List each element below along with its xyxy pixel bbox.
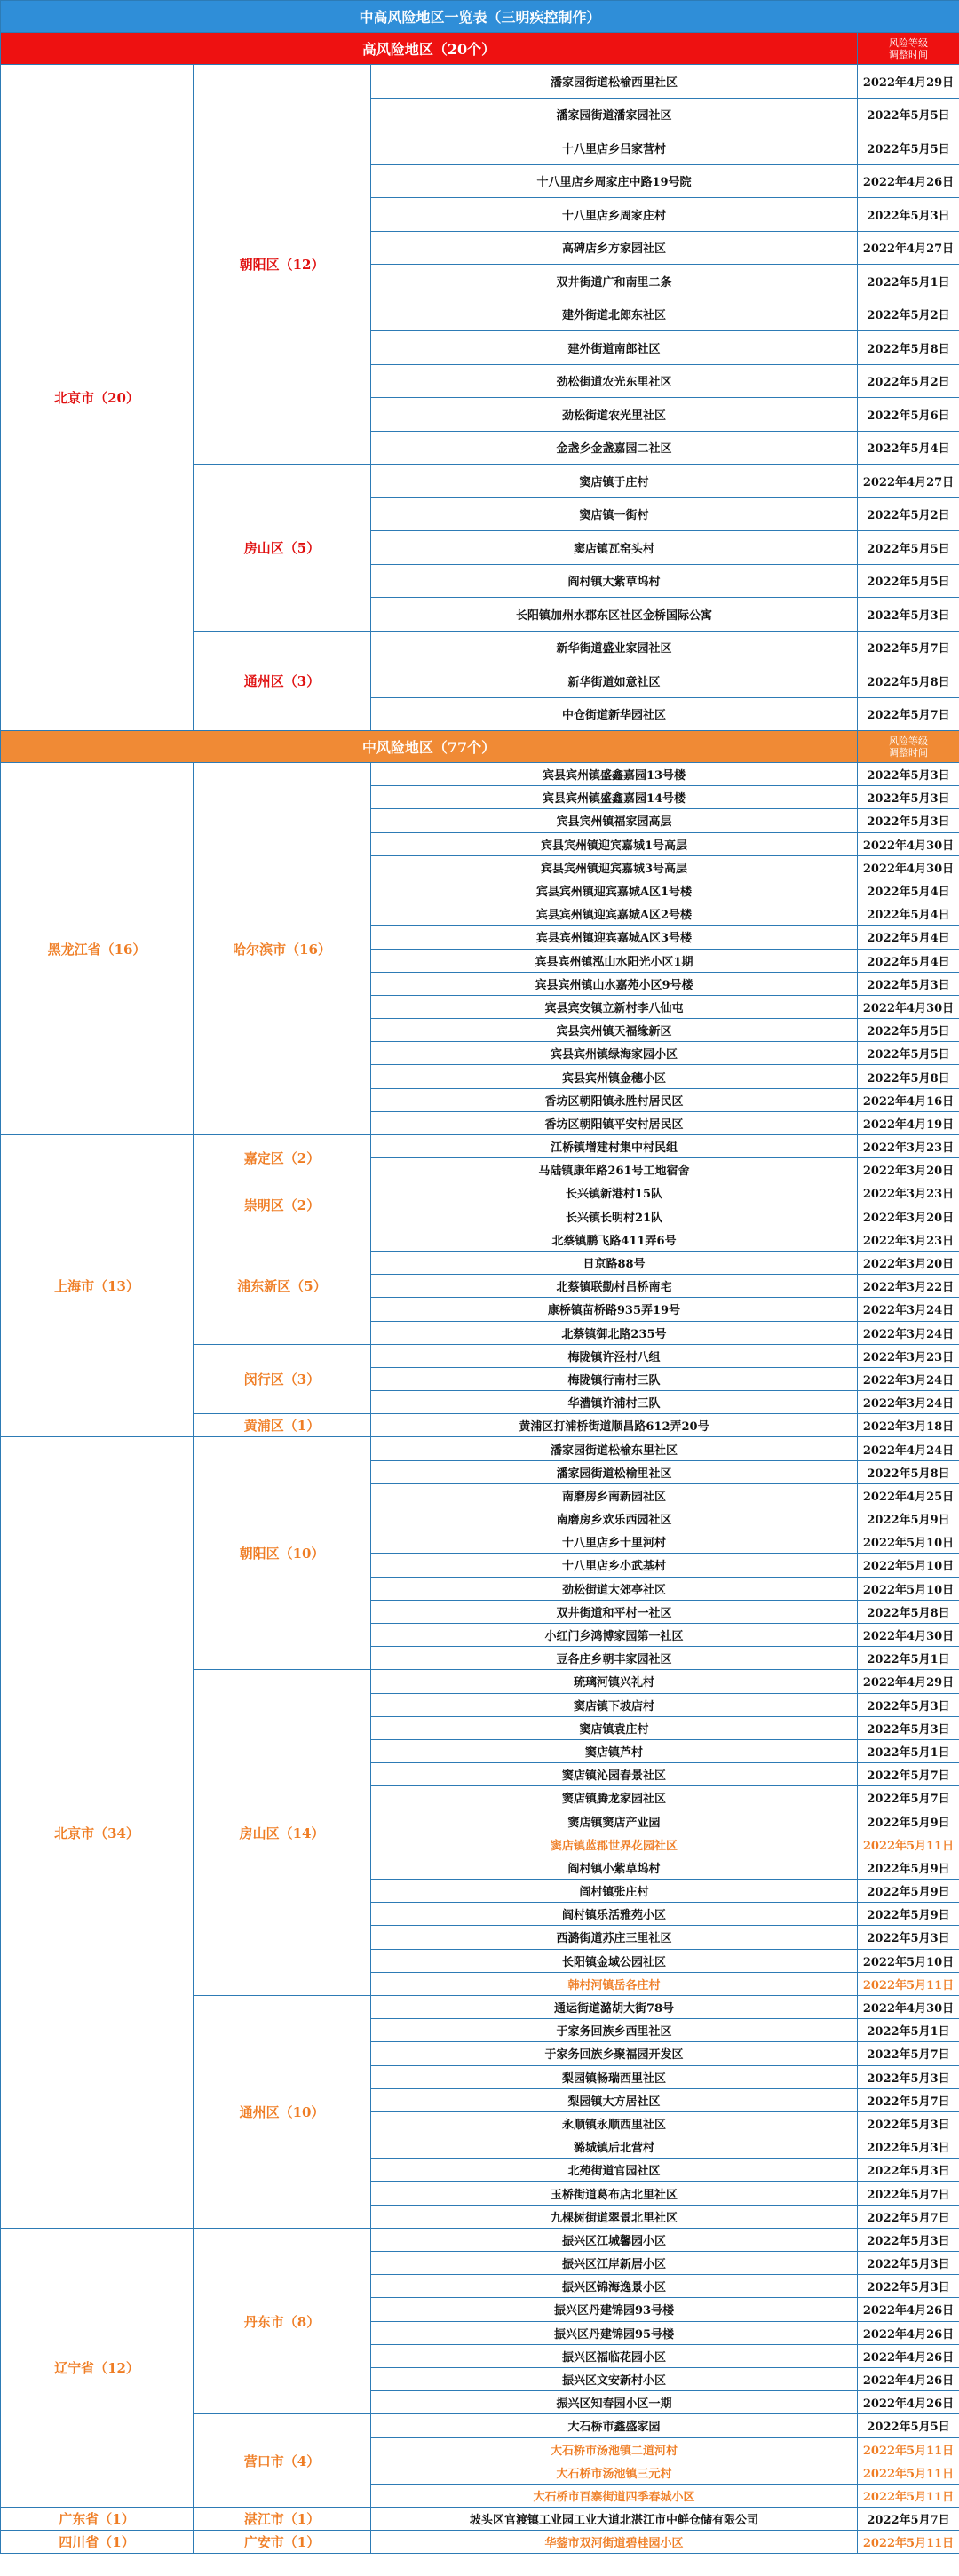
area-cell: 窦店镇芦村 <box>371 1739 858 1762</box>
date-cell: 2022年5月3日 <box>858 2111 959 2135</box>
date-cell: 2022年4月30日 <box>858 1623 959 1646</box>
date-cell: 2022年5月1日 <box>858 1739 959 1762</box>
date-cell: 2022年4月16日 <box>858 1088 959 1111</box>
area-cell: 大石桥市汤池镇二道河村 <box>371 2437 858 2461</box>
area-cell: 阎村镇乐活雅苑小区 <box>371 1903 858 1926</box>
area-cell: 南磨房乡欢乐西园社区 <box>371 1507 858 1530</box>
area-cell: 长兴镇新港村15队 <box>371 1181 858 1205</box>
note-line-2: 调整时间 <box>889 746 928 759</box>
date-cell: 2022年5月5日 <box>858 1042 959 1065</box>
date-cell: 2022年5月8日 <box>858 1065 959 1088</box>
area-cell: 马陆镇康年路261号工地宿舍 <box>371 1158 858 1181</box>
date-cell: 2022年5月3日 <box>858 598 959 632</box>
area-cell: 十八里店乡小武基村 <box>371 1554 858 1577</box>
high-risk-header: 高风险地区（20个） <box>1 33 858 65</box>
date-cell: 2022年5月10日 <box>858 1554 959 1577</box>
area-cell: 窦店镇袁庄村 <box>371 1716 858 1739</box>
area-cell: 长阳镇加州水郡东区社区金桥国际公寓 <box>371 598 858 632</box>
note-line-1: 风险等级 <box>889 735 928 747</box>
date-cell: 2022年3月23日 <box>858 1344 959 1367</box>
date-cell: 2022年5月3日 <box>858 2228 959 2251</box>
area-cell: 双井街道广和南里二条 <box>371 265 858 298</box>
area-cell: 窦店镇窦店产业园 <box>371 1809 858 1833</box>
area-cell: 宾县宾安镇立新村李八仙屯 <box>371 995 858 1018</box>
date-cell: 2022年5月8日 <box>858 1460 959 1483</box>
area-cell: 宾县宾州镇山水嘉苑小区9号楼 <box>371 972 858 995</box>
date-cell: 2022年5月2日 <box>858 298 959 331</box>
area-cell: 阎村镇小紫草坞村 <box>371 1856 858 1879</box>
district-cell: 通州区（10） <box>194 1995 371 2228</box>
date-cell: 2022年5月3日 <box>858 2065 959 2088</box>
area-cell: 宾县宾州镇迎宾嘉城3号高层 <box>371 855 858 879</box>
date-cell: 2022年5月3日 <box>858 198 959 232</box>
area-cell: 十八里店乡十里河村 <box>371 1530 858 1554</box>
date-cell: 2022年5月11日 <box>858 2531 959 2554</box>
table-body <box>1 1 959 2554</box>
area-cell: 长兴镇长明村21队 <box>371 1205 858 1228</box>
area-cell: 阎村镇张庄村 <box>371 1880 858 1903</box>
area-cell: 梅陇镇行南村三队 <box>371 1367 858 1390</box>
area-cell: 窦店镇下坡店村 <box>371 1693 858 1716</box>
district-cell: 湛江市（1） <box>194 2508 371 2531</box>
date-cell: 2022年3月24日 <box>858 1391 959 1414</box>
area-cell: 宾县宾州镇盛鑫嘉园13号楼 <box>371 763 858 786</box>
date-cell: 2022年5月3日 <box>858 763 959 786</box>
table-title: 中高风险地区一览表（三明疾控制作） <box>1 1 959 33</box>
date-cell: 2022年4月25日 <box>858 1483 959 1507</box>
area-cell: 琉璃河镇兴礼村 <box>371 1670 858 1693</box>
province-cell: 黑龙江省（16） <box>1 763 194 1135</box>
date-cell: 2022年5月9日 <box>858 1856 959 1879</box>
area-cell: 小红门乡鸿博家园第一社区 <box>371 1623 858 1646</box>
date-cell: 2022年4月26日 <box>858 2344 959 2367</box>
area-cell: 华漕镇许浦村三队 <box>371 1391 858 1414</box>
date-cell: 2022年5月9日 <box>858 1903 959 1926</box>
date-cell: 2022年5月10日 <box>858 1949 959 1972</box>
date-cell: 2022年5月4日 <box>858 902 959 926</box>
date-cell: 2022年4月30日 <box>858 832 959 855</box>
area-cell: 南磨房乡南新园社区 <box>371 1483 858 1507</box>
province-cell: 辽宁省（12） <box>1 2228 194 2507</box>
date-cell: 2022年4月26日 <box>858 164 959 198</box>
date-cell: 2022年4月27日 <box>858 231 959 265</box>
province-cell: 北京市（20） <box>1 65 194 731</box>
date-cell: 2022年5月8日 <box>858 1600 959 1623</box>
area-cell: 于家务回族乡西里社区 <box>371 2019 858 2042</box>
area-cell: 玉桥街道葛布店北里社区 <box>371 2182 858 2205</box>
date-cell: 2022年4月26日 <box>858 2321 959 2344</box>
area-cell: 宾县宾州镇迎宾嘉城A区2号楼 <box>371 902 858 926</box>
area-cell: 豆各庄乡朝丰家园社区 <box>371 1647 858 1670</box>
area-cell: 北蔡镇鹏飞路411弄6号 <box>371 1228 858 1251</box>
area-cell: 坡头区官渡镇工业园工业大道北湛江市中鲜仓储有限公司 <box>371 2508 858 2531</box>
area-cell: 建外街道南郎社区 <box>371 331 858 365</box>
date-cell: 2022年5月10日 <box>858 1577 959 1600</box>
area-cell: 长阳镇金域公园社区 <box>371 1949 858 1972</box>
area-cell: 高碑店乡方家园社区 <box>371 231 858 265</box>
date-cell: 2022年5月2日 <box>858 364 959 398</box>
area-cell: 宾县宾州镇迎宾嘉城1号高层 <box>371 832 858 855</box>
area-cell: 振兴区江城馨园小区 <box>371 2228 858 2251</box>
area-cell: 康桥镇苗桥路935弄19号 <box>371 1298 858 1321</box>
district-cell: 哈尔滨市（16） <box>194 763 371 1135</box>
date-cell: 2022年5月11日 <box>858 1833 959 1856</box>
area-cell: 新华街道如意社区 <box>371 664 858 698</box>
date-cell: 2022年5月3日 <box>858 1716 959 1739</box>
area-cell: 永顺镇永顺西里社区 <box>371 2111 858 2135</box>
date-cell: 2022年5月5日 <box>858 2414 959 2437</box>
district-cell: 通州区（3） <box>194 631 371 731</box>
table-row <box>1 1437 959 1460</box>
date-cell: 2022年3月20日 <box>858 1251 959 1274</box>
district-cell: 房山区（5） <box>194 465 371 632</box>
area-cell: 建外街道北郎东社区 <box>371 298 858 331</box>
date-cell: 2022年5月5日 <box>858 131 959 165</box>
date-cell: 2022年5月5日 <box>858 98 959 131</box>
area-cell: 大石桥市汤池镇三元村 <box>371 2461 858 2484</box>
area-cell: 振兴区江岸新居小区 <box>371 2252 858 2275</box>
date-cell: 2022年3月24日 <box>858 1367 959 1390</box>
date-cell: 2022年3月18日 <box>858 1414 959 1437</box>
province-cell: 广东省（1） <box>1 2508 194 2531</box>
high-risk-note <box>858 33 959 65</box>
area-cell: 双井街道和平村一社区 <box>371 1600 858 1623</box>
date-cell: 2022年5月7日 <box>858 2088 959 2111</box>
district-cell: 房山区（14） <box>194 1670 371 1996</box>
area-cell: 潘家园街道松榆西里社区 <box>371 65 858 99</box>
date-cell: 2022年5月3日 <box>858 2159 959 2182</box>
area-cell: 香坊区朝阳镇平安村居民区 <box>371 1111 858 1134</box>
date-cell: 2022年3月22日 <box>858 1275 959 1298</box>
date-cell: 2022年5月11日 <box>858 2461 959 2484</box>
district-cell: 丹东市（8） <box>194 2228 371 2414</box>
date-cell: 2022年4月26日 <box>858 2391 959 2414</box>
table-row <box>1 2228 959 2251</box>
date-cell: 2022年4月30日 <box>858 995 959 1018</box>
area-cell: 韩村河镇岳各庄村 <box>371 1972 858 1995</box>
date-cell: 2022年5月5日 <box>858 531 959 565</box>
note-line-1: 风险等级 <box>889 36 928 49</box>
area-cell: 宾县宾州镇天福缘新区 <box>371 1019 858 1042</box>
area-cell: 金盏乡金盏嘉园二社区 <box>371 431 858 465</box>
area-cell: 通运街道潞胡大街78号 <box>371 1995 858 2018</box>
date-cell: 2022年4月26日 <box>858 2367 959 2390</box>
area-cell: 于家务回族乡聚福园开发区 <box>371 2042 858 2065</box>
area-cell: 振兴区文安新村小区 <box>371 2367 858 2390</box>
area-cell: 振兴区锦海逸景小区 <box>371 2275 858 2298</box>
date-cell: 2022年5月1日 <box>858 2019 959 2042</box>
date-cell: 2022年5月3日 <box>858 2252 959 2275</box>
date-cell: 2022年5月7日 <box>858 2508 959 2531</box>
area-cell: 十八里店乡周家庄中路19号院 <box>371 164 858 198</box>
area-cell: 振兴区福临花园小区 <box>371 2344 858 2367</box>
date-cell: 2022年5月8日 <box>858 664 959 698</box>
area-cell: 华蓥市双河街道碧桂园小区 <box>371 2531 858 2554</box>
district-cell: 崇明区（2） <box>194 1181 371 1228</box>
area-cell: 十八里店乡周家庄村 <box>371 198 858 232</box>
area-cell: 中仓街道新华园社区 <box>371 697 858 731</box>
date-cell: 2022年4月29日 <box>858 65 959 99</box>
date-cell: 2022年5月6日 <box>858 398 959 432</box>
date-cell: 2022年4月27日 <box>858 465 959 498</box>
area-cell: 江桥镇增建村集中村民组 <box>371 1135 858 1158</box>
date-cell: 2022年5月4日 <box>858 431 959 465</box>
area-cell: 潘家园街道松榆里社区 <box>371 1460 858 1483</box>
district-cell: 黄浦区（1） <box>194 1414 371 1437</box>
table-row <box>1 2531 959 2554</box>
area-cell: 窦店镇腾龙家园社区 <box>371 1786 858 1809</box>
date-cell: 2022年5月3日 <box>858 809 959 832</box>
table-row <box>1 2508 959 2531</box>
date-cell: 2022年3月24日 <box>858 1321 959 1344</box>
area-cell: 振兴区丹建锦园95号楼 <box>371 2321 858 2344</box>
date-cell: 2022年4月30日 <box>858 1995 959 2018</box>
area-cell: 宾县宾州镇金穗小区 <box>371 1065 858 1088</box>
area-cell: 北苑街道官园社区 <box>371 2159 858 2182</box>
district-cell: 朝阳区（12） <box>194 65 371 465</box>
area-cell: 香坊区朝阳镇永胜村居民区 <box>371 1088 858 1111</box>
date-cell: 2022年5月3日 <box>858 2275 959 2298</box>
date-cell: 2022年4月29日 <box>858 1670 959 1693</box>
area-cell: 宾县宾州镇绿海家园小区 <box>371 1042 858 1065</box>
date-cell: 2022年5月3日 <box>858 1693 959 1716</box>
district-cell: 广安市（1） <box>194 2531 371 2554</box>
district-cell: 闵行区（3） <box>194 1344 371 1414</box>
area-cell: 宾县宾州镇福家园高层 <box>371 809 858 832</box>
area-cell: 大石桥市鑫盛家园 <box>371 2414 858 2437</box>
province-cell: 四川省（1） <box>1 2531 194 2554</box>
date-cell: 2022年5月9日 <box>858 1507 959 1530</box>
area-cell: 梨园镇畅瑞西里社区 <box>371 2065 858 2088</box>
area-cell: 九棵树街道翠景北里社区 <box>371 2205 858 2228</box>
area-cell: 劲松街道大郊亭社区 <box>371 1577 858 1600</box>
high-risk-header-row <box>1 33 959 65</box>
area-cell: 劲松街道农光东里社区 <box>371 364 858 398</box>
date-cell: 2022年5月5日 <box>858 564 959 598</box>
province-cell: 北京市（34） <box>1 1437 194 2228</box>
area-cell: 新华街道盛业家园社区 <box>371 631 858 664</box>
table-row <box>1 65 959 99</box>
district-cell: 浦东新区（5） <box>194 1228 371 1344</box>
date-cell: 2022年5月4日 <box>858 879 959 902</box>
date-cell: 2022年4月30日 <box>858 855 959 879</box>
date-cell: 2022年5月3日 <box>858 1926 959 1949</box>
district-cell: 嘉定区（2） <box>194 1135 371 1181</box>
date-cell: 2022年5月8日 <box>858 331 959 365</box>
date-cell: 2022年5月3日 <box>858 972 959 995</box>
district-cell: 朝阳区（10） <box>194 1437 371 1670</box>
area-cell: 阎村镇大紫草坞村 <box>371 564 858 598</box>
date-cell: 2022年5月3日 <box>858 2135 959 2159</box>
date-cell: 2022年4月26日 <box>858 2298 959 2321</box>
date-cell: 2022年5月7日 <box>858 1786 959 1809</box>
area-cell: 日京路88号 <box>371 1251 858 1274</box>
date-cell: 2022年4月24日 <box>858 1437 959 1460</box>
district-cell: 营口市（4） <box>194 2414 371 2508</box>
mid-risk-header-row <box>1 731 959 763</box>
date-cell: 2022年3月23日 <box>858 1228 959 1251</box>
area-cell: 窦店镇蓝郡世界花园社区 <box>371 1833 858 1856</box>
date-cell: 2022年5月7日 <box>858 2182 959 2205</box>
area-cell: 窦店镇沁园春景社区 <box>371 1763 858 1786</box>
area-cell: 窦店镇一街村 <box>371 497 858 531</box>
mid-risk-note <box>858 731 959 763</box>
area-cell: 梅陇镇许泾村八组 <box>371 1344 858 1367</box>
date-cell: 2022年5月7日 <box>858 697 959 731</box>
date-cell: 2022年5月2日 <box>858 497 959 531</box>
area-cell: 劲松街道农光里社区 <box>371 398 858 432</box>
area-cell: 黄浦区打浦桥街道顺昌路612弄20号 <box>371 1414 858 1437</box>
date-cell: 2022年3月23日 <box>858 1181 959 1205</box>
area-cell: 潘家园街道潘家园社区 <box>371 98 858 131</box>
date-cell: 2022年5月5日 <box>858 1019 959 1042</box>
date-cell: 2022年5月11日 <box>858 2437 959 2461</box>
date-cell: 2022年5月9日 <box>858 1809 959 1833</box>
title-row <box>1 1 959 33</box>
area-cell: 潘家园街道松榆东里社区 <box>371 1437 858 1460</box>
date-cell: 2022年5月11日 <box>858 1972 959 1995</box>
date-cell: 2022年3月20日 <box>858 1158 959 1181</box>
table-row <box>1 763 959 786</box>
date-cell: 2022年5月7日 <box>858 2042 959 2065</box>
mid-risk-header: 中风险地区（77个） <box>1 731 858 763</box>
area-cell: 北蔡镇御北路235号 <box>371 1321 858 1344</box>
date-cell: 2022年5月11日 <box>858 2484 959 2507</box>
area-cell: 大石桥市百寨街道四季春城小区 <box>371 2484 858 2507</box>
area-cell: 宾县宾州镇迎宾嘉城A区1号楼 <box>371 879 858 902</box>
area-cell: 振兴区知春园小区一期 <box>371 2391 858 2414</box>
area-cell: 北蔡镇联勤村吕桥南宅 <box>371 1275 858 1298</box>
date-cell: 2022年5月9日 <box>858 1880 959 1903</box>
area-cell: 梨园镇大方居社区 <box>371 2088 858 2111</box>
date-cell: 2022年5月4日 <box>858 926 959 949</box>
area-cell: 窦店镇于庄村 <box>371 465 858 498</box>
area-cell: 潞城镇后北营村 <box>371 2135 858 2159</box>
area-cell: 十八里店乡吕家营村 <box>371 131 858 165</box>
date-cell: 2022年5月1日 <box>858 265 959 298</box>
area-cell: 宾县宾州镇迎宾嘉城A区3号楼 <box>371 926 858 949</box>
date-cell: 2022年3月20日 <box>858 1205 959 1228</box>
date-cell: 2022年4月19日 <box>858 1111 959 1134</box>
date-cell: 2022年5月7日 <box>858 1763 959 1786</box>
area-cell: 宾县宾州镇泓山水阳光小区1期 <box>371 949 858 972</box>
area-cell: 窦店镇瓦窑头村 <box>371 531 858 565</box>
date-cell: 2022年5月3日 <box>858 786 959 809</box>
area-cell: 西潞街道苏庄三里社区 <box>371 1926 858 1949</box>
province-cell: 上海市（13） <box>1 1135 194 1437</box>
date-cell: 2022年5月10日 <box>858 1530 959 1554</box>
date-cell: 2022年5月7日 <box>858 631 959 664</box>
area-cell: 宾县宾州镇盛鑫嘉园14号楼 <box>371 786 858 809</box>
date-cell: 2022年5月1日 <box>858 1647 959 1670</box>
date-cell: 2022年5月4日 <box>858 949 959 972</box>
area-cell: 振兴区丹建锦园93号楼 <box>371 2298 858 2321</box>
date-cell: 2022年3月23日 <box>858 1135 959 1158</box>
note-line-2: 调整时间 <box>889 48 928 60</box>
date-cell: 2022年3月24日 <box>858 1298 959 1321</box>
table-row <box>1 1135 959 1158</box>
date-cell: 2022年5月7日 <box>858 2205 959 2228</box>
